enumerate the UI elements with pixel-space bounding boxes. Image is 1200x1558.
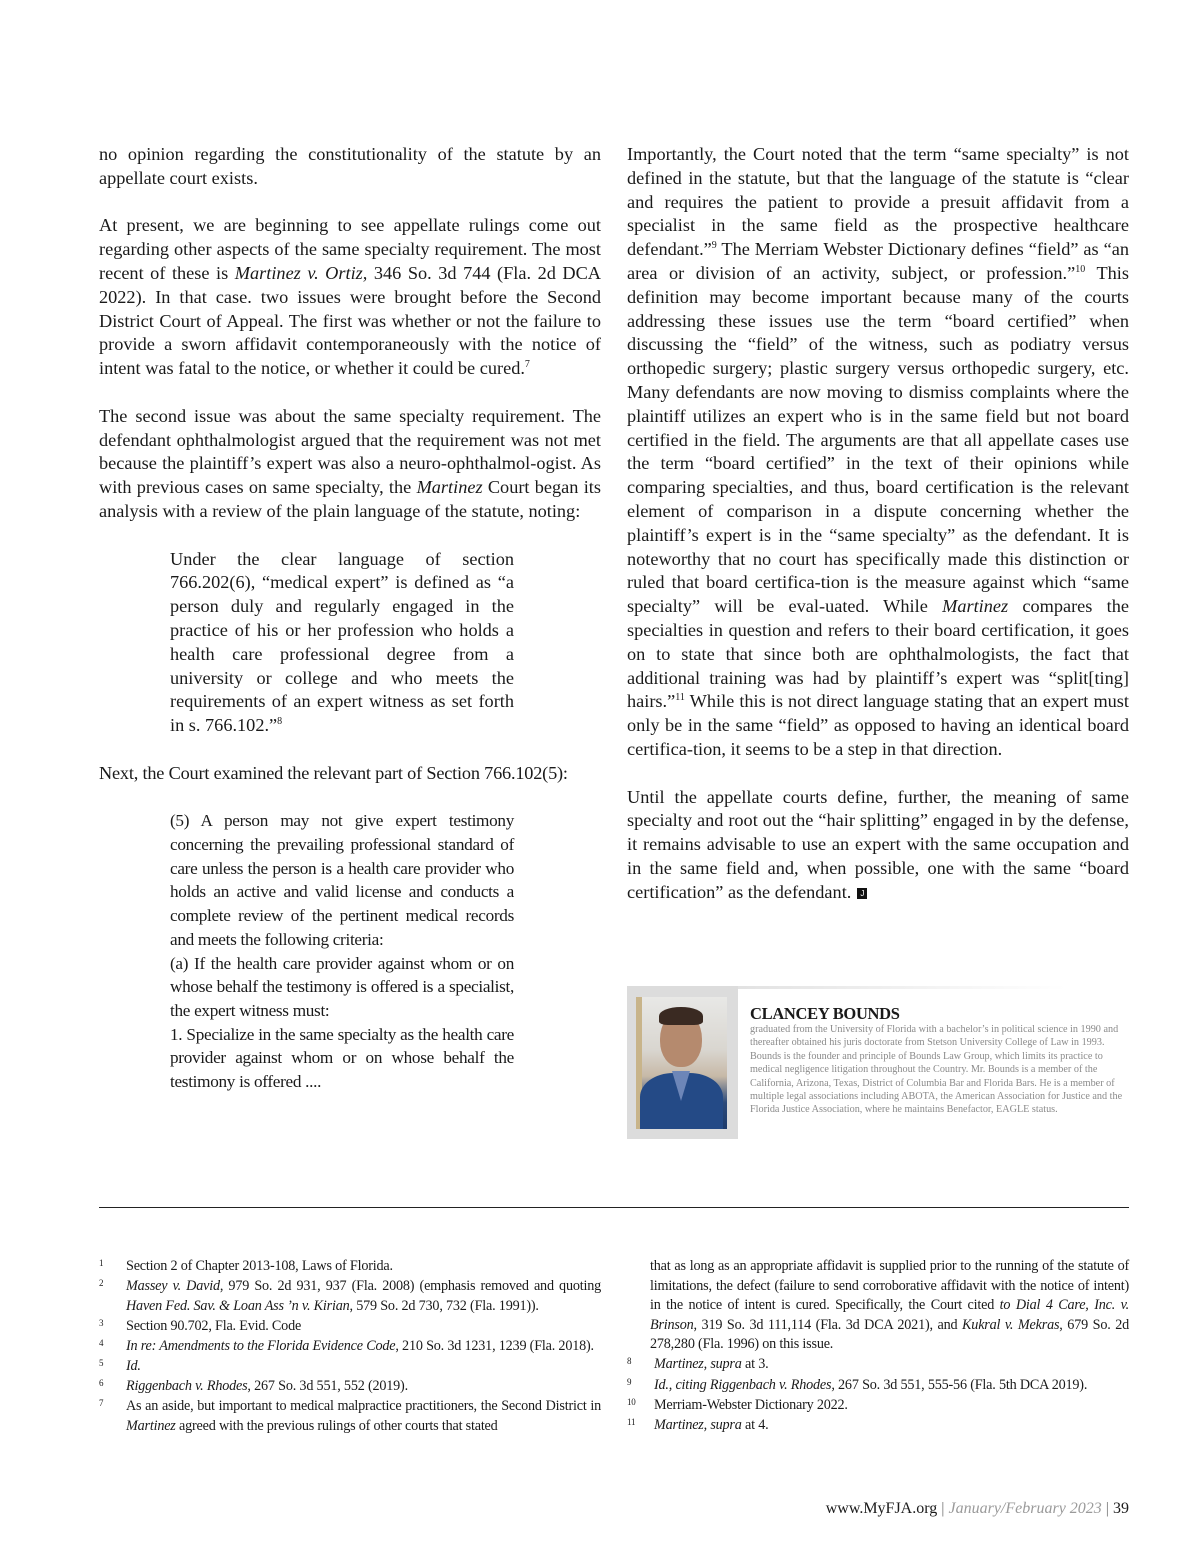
footnote: 10 Merriam-Webster Dictionary 2022. bbox=[627, 1396, 848, 1413]
footnote-ref[interactable]: 10 bbox=[1075, 263, 1086, 275]
author-box bbox=[627, 986, 1129, 1139]
paragraph: Until the appellate courts define, further, the meaning of same specialty and root out the “hair splitting” engaged in by the defense, it remains advisable to use an expert with the same occupation and in the same field and, when possible, one with the same “board certification” as the defendant. J bbox=[627, 786, 1129, 902]
footnote: 7 As an aside, but important to medical malpractice practitioners, the Second District in Martinez agreed with the previous rulings of other courts that stated bbox=[99, 1398, 601, 1434]
footnote: 6 Riggenbach v. Rhodes, 267 So. 3d 551, 552 (2019). bbox=[99, 1378, 408, 1395]
footnote: 3 Section 90.702, Fla. Evid. Code bbox=[99, 1317, 302, 1334]
page-number: 39 bbox=[1113, 1500, 1129, 1517]
paragraph: The second issue was about the same specialty requirement. The defendant ophthalmologist argued that the requirement was not met because the plaintiff’s expert was also a neuro-ophthalmol-ogist. As with previous cases on same specialty, the Martinez Court began its analysis with a review of the plain language of the statute, noting: bbox=[99, 405, 601, 521]
site-link[interactable]: www.MyFJA.org bbox=[825, 1500, 938, 1517]
footnote-ref[interactable]: 7 bbox=[524, 359, 530, 371]
footnote: 9 Id., citing Riggenbach v. Rhodes, 267 So. 3d 551, 555-56 (Fla. 5th DCA 2019). bbox=[627, 1376, 1088, 1393]
footnote-ref[interactable]: 11 bbox=[675, 692, 685, 704]
footnote-continued: that as long as an appropriate affidavit is supplied prior to the running of the statute of limitations, the defect (failure to send corroborative affidavit with the notice of intent) in the notice of intent is cured. Specifically, the Court cited to Dial 4 Care, Inc. v. Brinson, 319 So. 3d 111,114 (Fla. 3d DCA 2021), and Kukral v. Mekras, 679 So. 2d 278,280 (Fla. 1996) on this issue. bbox=[650, 1258, 1129, 1353]
block-quote-statute: (5) A person may not give expert testimony concerning the prevailing professional standard of care unless the person is a health care provider who holds an active and valid license and conducts a complete review of the pertinent medical records and meets the following criteria: (a) If the health care provider against whom or on whose behalf the testimony is offered is a specialist, the expert witness must: 1. Specialize in the same specialty as the health care provider against whom or on whose behalf the testimony is offered .... bbox=[170, 811, 514, 1092]
footnote: 5 Id. bbox=[99, 1357, 141, 1374]
author-bio: graduated from the University of Florida with a bachelor’s in political science in 1990 and thereafter obtained his juris doctorate from Stetson University College of Law in 1993. Bounds is the founder and principle of Bounds Law Group, which limits its practice to medical negligence litigation throughout the Country. Mr. Bounds is a member of the California, Arizona, Texas, District of Columbia Bar and Florida Bars. He is a member of multiple legal associations including ABOTA, the American Association for Justice and the Florida Justice Association, where he maintains Benefactor, EAGLE status. bbox=[750, 1024, 1123, 1116]
author-photo-frame bbox=[627, 986, 738, 1139]
paragraph: At present, we are beginning to see appellate rulings come out regarding other aspects of the same specialty requirement. The most recent of these is Martinez v. Ortiz, 346 So. 3d 744 (Fla. 2d DCA 2022). In that case. two issues were brought before the Second District Court of Appeal. The first was whether or not the failure to provide a sworn affidavit contemporaneously with the notice of intent was fatal to the notice, or whether it could be cured.$^7$ bbox=[99, 215, 601, 379]
case-citation: Martinez bbox=[942, 596, 1009, 617]
end-of-article-icon: J bbox=[857, 888, 867, 899]
footnote: 2 Massey v. David, 979 So. 2d 931, 937 (Fla. 2008) (emphasis removed and quoting Haven Fed. Sav. & Loan Ass ’n v. Kirian, 579 So. 2d 730, 732 (Fla. 1991)). bbox=[99, 1278, 602, 1314]
right-column bbox=[627, 143, 1129, 905]
footnote: 4 In re: Amendments to the Florida Evidence Code, 210 So. 3d 1231, 1239 (Fla. 2018). bbox=[99, 1337, 594, 1354]
author-name: CLANCEY BOUNDS bbox=[750, 1004, 900, 1023]
footnotes-left bbox=[99, 1257, 601, 1437]
left-column bbox=[99, 143, 601, 1118]
footnote: 11 Martinez, supra at 4. bbox=[627, 1416, 769, 1433]
issue-date: January/February 2023 bbox=[948, 1500, 1102, 1517]
paragraph: Importantly, the Court noted that the term “same specialty” is not defined in the statute, but that the language of the statute is “clear and requires the patient to provide a presuit affidavit from a specialist in the same field as the prospective healthcare defendant.”$^9$ The Merriam Webster Dictionary defines “field” as “an area or division of an activity, subject, or profession.”$^{10}$ This definition may become important because many of the courts addressing these issues use the term “board certified” when discussing the “field” of the witness, such as podiatry versus orthopedic surgery; plastic surgery versus orthopedic surgery, etc. Many defendants are now moving to dismiss complaints where the plaintiff utilizes an expert who is in the same field but not board certified in the field. The arguments are that all appellate cases use the term “board certified” in the text of their opinions while comparing specialties, and thus, board certification is the relevant element of comparison in a dispute concerning whether the plaintiff’s expert is in the “same specialty” as the defendant. It is noteworthy that no court has specifically made this distinction or ruled that board certifica-tion is the measure against which “same specialty” will be eval-uated. While Martinez compares the specialties in question and refers to their board certification, it goes on to state that since both are ophthalmologists, the fact that additional training was had by plaintiff’s expert was “split[ting] hairs.”$^{11}$ While this is not direct language stating that an expert must only be in the same “field” as opposed to having an identical board certifica-tion, it seems to be a step in that direction. bbox=[627, 144, 1129, 759]
block-quote: Under the clear language of section 766.202(6), “medical expert” is defined as “a person duly and regularly engaged in the practice of his or her profession who holds a health care professional degree from a university or college and who meets the requirements of an expert witness as set forth in s. 766.102.”$^8$ bbox=[170, 548, 514, 736]
footnote: 1 Section 2 of Chapter 2013-108, Laws of Florida. bbox=[99, 1258, 393, 1274]
paragraph: no opinion regarding the constitutionality of the statute by an appellate court exists. bbox=[99, 144, 601, 188]
case-citation: Martinez bbox=[416, 477, 483, 498]
footnote-ref[interactable]: 9 bbox=[711, 240, 717, 252]
author-photo bbox=[636, 997, 727, 1129]
case-citation: Martinez v. Ortiz, bbox=[234, 262, 368, 283]
paragraph: Next, the Court examined the relevant part of Section 766.102(5): bbox=[99, 762, 568, 783]
footnote-divider bbox=[99, 1207, 1129, 1208]
page-footer: www.MyFJA.org | January/February 2023 | 39 bbox=[825, 1500, 1129, 1517]
footnote-ref[interactable]: 8 bbox=[277, 716, 283, 728]
footnotes-right bbox=[627, 1257, 1129, 1436]
footnote: 8 Martinez, supra at 3. bbox=[627, 1356, 769, 1373]
